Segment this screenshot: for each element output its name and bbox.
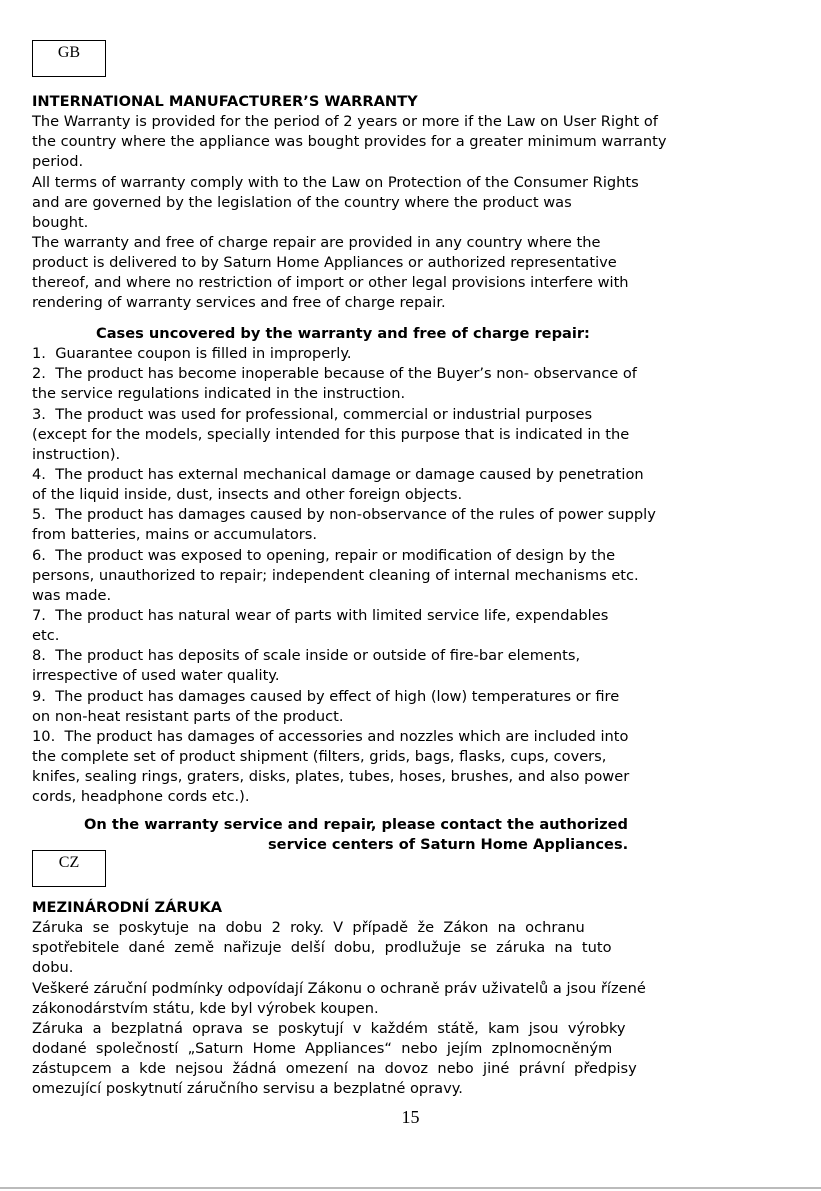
gb-case-line: 9. The product has damages caused by effect of high (low) temperatures or fire <box>32 687 620 705</box>
gb-contact-note <box>32 815 782 855</box>
gb-case-line: of the liquid inside, dust, insects and other foreign objects. <box>32 486 463 504</box>
scan-edge-line <box>0 1187 821 1189</box>
gb-case-line: 8. The product has deposits of scale inside or outside of fire-bar elements, <box>32 647 581 665</box>
gb-case-line: etc. <box>32 627 60 645</box>
gb-contact-line-1: On the warranty service and repair, please contact the authorized <box>84 816 628 833</box>
gb-case-line: 2. The product has become inoperable because of the Buyer’s non- observance of <box>32 365 637 383</box>
gb-intro-line: and are governed by the legislation of the country where the product was <box>32 193 572 211</box>
gb-case-line: 10. The product has damages of accessories and nozzles which are included into <box>32 727 629 745</box>
gb-case-line: cords, headphone cords etc.). <box>32 788 250 806</box>
gb-case-line: 1. Guarantee coupon is filled in improperly. <box>32 345 352 363</box>
gb-intro-line: product is delivered to by Saturn Home Appliances or authorized representative <box>32 254 617 272</box>
gb-case-line: on non-heat resistant parts of the product. <box>32 707 344 725</box>
gb-case-line: irrespective of used water quality. <box>32 667 280 685</box>
gb-intro-line: thereof, and where no restriction of import or other legal provisions interfere with <box>32 274 629 292</box>
gb-intro-line: the country where the appliance was bought provides for a greater minimum warranty <box>32 133 667 151</box>
gb-case-line: (except for the models, specially intended for this purpose that is indicated in the <box>32 425 630 443</box>
gb-case-line: 5. The product has damages caused by non-observance of the rules of power supply <box>32 506 656 524</box>
gb-warranty-section <box>32 92 782 314</box>
gb-case-line: was made. <box>32 586 112 604</box>
cz-line: zákonodárstvím státu, kde byl výrobek koupen. <box>32 999 379 1017</box>
cz-line: Záruka a bezplatná oprava se poskytují v každém státě, kam jsou výrobky <box>32 1019 626 1037</box>
cz-line: omezující poskytnutí záručního servisu a bezplatné opravy. <box>32 1080 463 1098</box>
cz-title: MEZINÁRODNÍ ZÁRUKA <box>32 899 223 916</box>
gb-language-box: GB <box>32 40 106 77</box>
cz-line: zástupcem a kde nejsou žádná omezení na dovoz nebo jiné právní předpisy <box>32 1060 637 1078</box>
page-number: 15 <box>401 1107 420 1127</box>
cz-line: dobu. <box>32 959 74 977</box>
cz-line: dodané společností „Saturn Home Appliances“ nebo jejím zplnomocněným <box>32 1039 613 1057</box>
cz-line: Záruka se poskytuje na dobu 2 roky. V případě že Zákon na ochranu <box>32 919 585 937</box>
gb-intro-line: The Warranty is provided for the period of 2 years or more if the Law on User Right of <box>32 113 658 131</box>
gb-title: INTERNATIONAL MANUFACTURER’S WARRANTY <box>32 93 418 110</box>
gb-case-line: knifes, sealing rings, graters, disks, plates, tubes, hoses, brushes, and also power <box>32 768 630 786</box>
gb-case-line: 7. The product has natural wear of parts with limited service life, expendables <box>32 606 609 624</box>
gb-intro-line: The warranty and free of charge repair are provided in any country where the <box>32 233 601 251</box>
gb-case-line: 6. The product was exposed to opening, repair or modification of design by the <box>32 546 616 564</box>
gb-intro-line: rendering of warranty services and free of charge repair. <box>32 294 446 312</box>
gb-contact-line-2: service centers of Saturn Home Appliances. <box>268 836 629 854</box>
gb-case-line: persons, unauthorized to repair; independent cleaning of internal mechanisms etc. <box>32 566 639 584</box>
gb-case-line: the complete set of product shipment (filters, grids, bags, flasks, cups, covers, <box>32 747 607 765</box>
gb-intro-line: All terms of warranty comply with to the Law on Protection of the Consumer Rights <box>32 173 639 191</box>
gb-intro-line: bought. <box>32 213 89 231</box>
gb-cases-section <box>32 324 782 807</box>
gb-case-line: the service regulations indicated in the instruction. <box>32 385 406 403</box>
gb-intro-line: period. <box>32 153 84 171</box>
cz-line: Veškeré záruční podmínky odpovídají Zákonu o ochraně práv uživatelů a jsou řízené <box>32 979 646 997</box>
gb-case-line: instruction). <box>32 445 121 463</box>
gb-cases-heading: Cases uncovered by the warranty and free of charge repair: <box>96 325 590 342</box>
cz-line: spotřebitele dané země nařizuje delší dobu, prodlužuje se záruka na tuto <box>32 939 612 957</box>
gb-intro <box>32 112 782 313</box>
gb-case-line: 3. The product was used for professional, commercial or industrial purposes <box>32 405 593 423</box>
cz-language-box: CZ <box>32 850 106 887</box>
cz-warranty-section <box>32 898 782 1099</box>
gb-case-line: 4. The product has external mechanical damage or damage caused by penetration <box>32 465 644 483</box>
gb-case-line: from batteries, mains or accumulators. <box>32 526 318 544</box>
